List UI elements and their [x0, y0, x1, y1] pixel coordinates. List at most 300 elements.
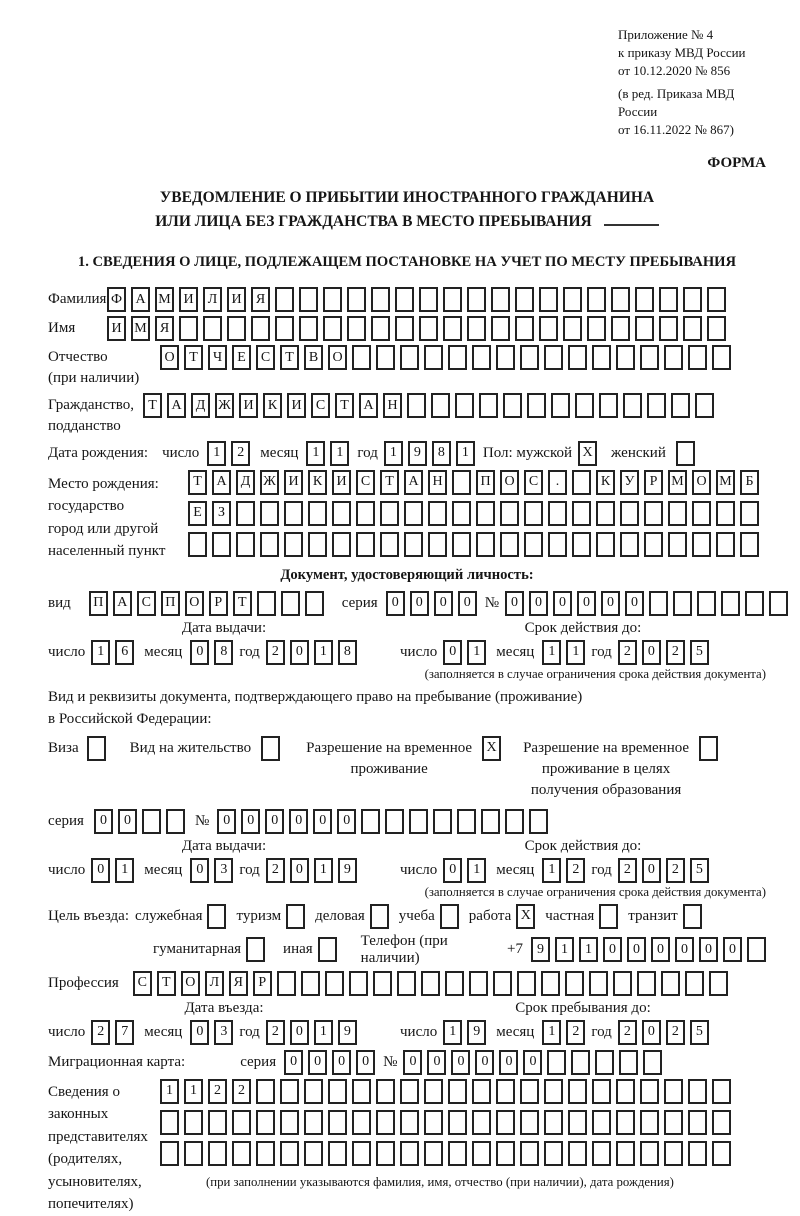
name-row	[48, 316, 766, 341]
char-box-empty	[697, 591, 716, 616]
char-box-empty	[673, 591, 692, 616]
patronymic-row	[48, 345, 766, 389]
char-box-empty	[524, 532, 543, 557]
char-box-empty	[448, 1110, 467, 1135]
char-box: 0	[523, 1050, 542, 1075]
char-box-empty	[208, 1141, 227, 1166]
char-box-empty	[142, 809, 161, 834]
char-box-empty	[520, 1141, 539, 1166]
res-valid-row: число 0 1 месяц 1 2 год 2 0 2 5	[400, 858, 766, 883]
char-box-empty	[400, 345, 419, 370]
char-box-empty	[500, 501, 519, 526]
char-box: 0	[337, 809, 356, 834]
char-box: 0	[625, 591, 644, 616]
char-box-empty	[299, 287, 318, 312]
representatives-boxes	[160, 1079, 731, 1216]
char-box-empty	[448, 345, 467, 370]
char-box-empty	[668, 532, 687, 557]
char-box-empty	[551, 393, 570, 418]
mc-series-boxes	[284, 1050, 375, 1075]
char-box: И	[287, 393, 306, 418]
char-box-empty	[395, 287, 414, 312]
char-box: 1	[91, 640, 110, 665]
char-box-empty	[395, 316, 414, 341]
char-box-empty	[328, 1110, 347, 1135]
char-box-empty	[647, 393, 666, 418]
issue-month-boxes	[190, 640, 233, 665]
surname-label: Фамилия	[48, 290, 107, 307]
char-box-empty	[397, 971, 416, 996]
char-box-empty	[385, 809, 404, 834]
char-box: М	[155, 287, 174, 312]
char-box-empty	[286, 904, 305, 929]
sex-female-checkbox	[676, 441, 695, 466]
char-box: 0	[332, 1050, 351, 1075]
title-line1: УВЕДОМЛЕНИЕ О ПРИБЫТИИ ИНОСТРАННОГО ГРАЖДАНИНА	[159, 188, 655, 206]
stay-until-title: Срок пребывания до:	[515, 999, 651, 1016]
char-box-empty	[277, 971, 296, 996]
char-box: 0	[289, 809, 308, 834]
char-box-empty	[541, 971, 560, 996]
char-box-empty	[575, 393, 594, 418]
char-box-empty	[547, 1050, 566, 1075]
char-box-empty	[712, 345, 731, 370]
char-box-empty	[520, 1079, 539, 1104]
char-box-empty	[685, 971, 704, 996]
char-box: 0	[451, 1050, 470, 1075]
char-box-empty	[227, 316, 246, 341]
entry-month-boxes	[190, 1020, 233, 1045]
char-box: И	[239, 393, 258, 418]
char-box-empty	[304, 1110, 323, 1135]
char-box-empty	[707, 316, 726, 341]
birth-place-boxes	[188, 470, 759, 563]
char-box-empty	[452, 470, 471, 495]
char-box: 8	[432, 441, 451, 466]
char-box: Р	[253, 971, 272, 996]
char-box-empty	[433, 809, 452, 834]
char-box: 0	[290, 640, 309, 665]
char-box-empty	[643, 1050, 662, 1075]
char-box-empty	[472, 1141, 491, 1166]
char-box-empty	[376, 1110, 395, 1135]
char-box: П	[476, 470, 495, 495]
char-box: 0	[603, 937, 622, 962]
purpose-checkbox-work	[516, 904, 535, 929]
char-box: 3	[214, 858, 233, 883]
char-box: 0	[190, 640, 209, 665]
char-box-empty	[323, 316, 342, 341]
char-box-empty	[424, 1110, 443, 1135]
issue-date-row: число 1 6 месяц 0 8 год 2 0 1 8	[48, 640, 400, 665]
char-box-empty	[668, 501, 687, 526]
char-box-empty	[769, 591, 788, 616]
char-box-empty	[371, 287, 390, 312]
char-box-empty	[440, 904, 459, 929]
char-box-empty	[301, 971, 320, 996]
phone-prefix: +7	[507, 941, 523, 958]
edu-permit-checkbox	[699, 736, 718, 761]
residence-permit-option: Вид на жительство	[130, 736, 280, 761]
entry-year-boxes	[266, 1020, 357, 1045]
char-box-empty	[452, 532, 471, 557]
char-box-empty	[260, 532, 279, 557]
char-box-empty	[568, 1110, 587, 1135]
char-box-empty	[275, 316, 294, 341]
char-box: 0	[118, 809, 137, 834]
char-box: И	[107, 316, 126, 341]
char-box-empty	[572, 470, 591, 495]
char-box-empty	[712, 1141, 731, 1166]
issue-date-title: Дата выдачи:	[181, 619, 267, 636]
migration-card-row	[48, 1050, 766, 1075]
representatives-row3	[160, 1141, 731, 1166]
doc-number-boxes	[505, 591, 788, 616]
char-box-empty	[548, 501, 567, 526]
char-box: 2	[266, 1020, 285, 1045]
valid-month-boxes	[542, 640, 585, 665]
res-issue-year-boxes	[266, 858, 357, 883]
birth-year-boxes	[384, 441, 475, 466]
char-box: Я	[155, 316, 174, 341]
phone-label: Телефон (при наличии)	[360, 932, 448, 966]
char-box: 0	[308, 1050, 327, 1075]
char-box-empty	[467, 287, 486, 312]
char-box: З	[212, 501, 231, 526]
form-label: ФОРМА	[707, 154, 766, 171]
char-box: И	[284, 470, 303, 495]
appendix-block	[618, 26, 766, 139]
char-box-empty	[256, 1079, 275, 1104]
visa-option: Виза	[48, 736, 106, 761]
char-box-empty	[160, 1110, 179, 1135]
char-box: 2	[266, 640, 285, 665]
char-box-empty	[448, 1141, 467, 1166]
char-box: 0	[675, 937, 694, 962]
page-title	[48, 186, 766, 234]
purpose-checkbox	[207, 904, 226, 929]
appendix-note-line: от 16.11.2022 № 867)	[618, 121, 735, 137]
char-box: С	[133, 971, 152, 996]
char-box-empty	[613, 971, 632, 996]
char-box-empty	[592, 1110, 611, 1135]
appendix-line: к приказу МВД России	[618, 44, 746, 60]
char-box: 5	[690, 640, 709, 665]
char-box: 1	[579, 937, 598, 962]
appendix-note-line: (в ред. Приказа МВД России	[618, 85, 735, 119]
char-box: 2	[232, 1079, 251, 1104]
char-box-empty	[599, 393, 618, 418]
char-box: К	[263, 393, 282, 418]
char-box-empty	[688, 1079, 707, 1104]
char-box: О	[500, 470, 519, 495]
char-box-empty	[207, 904, 226, 929]
residence-doc-series-row	[48, 809, 766, 834]
char-box-empty	[548, 532, 567, 557]
purpose-option: транзит	[628, 904, 701, 929]
char-box-empty	[611, 316, 630, 341]
birth-place-row2	[188, 501, 759, 526]
valid-day-boxes	[443, 640, 486, 665]
char-box-empty	[695, 393, 714, 418]
visa-checkbox	[87, 736, 106, 761]
residence-doc-intro1: Вид и реквизиты документа, подтверждающего право на пребывание (проживание)	[48, 688, 583, 705]
char-box-empty	[740, 532, 759, 557]
temp-permit-checkbox	[482, 736, 501, 761]
char-box: 2	[566, 858, 585, 883]
res-valid-title: Срок действия до:	[524, 837, 642, 854]
doc-number-label: №	[484, 594, 499, 611]
char-box: О	[328, 345, 347, 370]
surname-boxes	[107, 287, 726, 312]
char-box-empty	[539, 316, 558, 341]
char-box: 7	[115, 1020, 134, 1045]
char-box-empty	[676, 441, 695, 466]
char-box-empty	[644, 501, 663, 526]
purpose-option: иная	[283, 937, 337, 962]
char-box-empty	[479, 393, 498, 418]
char-box-empty	[596, 532, 615, 557]
char-box-empty	[380, 532, 399, 557]
char-box-empty	[529, 809, 548, 834]
char-box: 9	[531, 937, 550, 962]
char-box: 2	[666, 640, 685, 665]
char-box-empty	[493, 971, 512, 996]
res-issue-title: Дата выдачи:	[181, 837, 267, 854]
char-box-empty	[503, 393, 522, 418]
char-box: 0	[499, 1050, 518, 1075]
char-box-empty	[457, 809, 476, 834]
char-box: 0	[190, 858, 209, 883]
res-issue-month-boxes	[190, 858, 233, 883]
char-box-empty	[376, 345, 395, 370]
char-box-empty	[257, 591, 276, 616]
char-box-empty	[539, 287, 558, 312]
char-box-empty	[568, 345, 587, 370]
char-box-empty	[740, 501, 759, 526]
char-box: А	[359, 393, 378, 418]
char-box: 0	[91, 858, 110, 883]
char-box-empty	[664, 1141, 683, 1166]
identity-doc-heading: Документ, удостоверяющий личность:	[280, 566, 534, 583]
char-box-empty	[452, 501, 471, 526]
char-box: 3	[214, 1020, 233, 1045]
char-box: 1	[207, 441, 226, 466]
char-box-empty	[251, 316, 270, 341]
char-box-empty	[376, 1079, 395, 1104]
char-box: 0	[434, 591, 453, 616]
char-box-empty	[491, 316, 510, 341]
char-box-empty	[455, 393, 474, 418]
char-box-empty	[496, 345, 515, 370]
char-box: М	[131, 316, 150, 341]
purpose-row2	[153, 933, 766, 967]
char-box: 0	[386, 591, 405, 616]
char-box: 2	[231, 441, 250, 466]
char-box: 0	[699, 937, 718, 962]
char-box: 8	[338, 640, 357, 665]
char-box: С	[137, 591, 156, 616]
char-box-empty	[404, 501, 423, 526]
char-box: Е	[188, 501, 207, 526]
birth-place-row1	[188, 470, 759, 495]
day-label: число	[162, 444, 200, 461]
char-box: А	[167, 393, 186, 418]
char-box: 1	[542, 858, 561, 883]
char-box-empty	[515, 316, 534, 341]
doc-kind-label: вид	[48, 594, 71, 611]
char-box-empty	[246, 937, 265, 962]
purpose-row1	[48, 904, 766, 929]
char-box-empty	[261, 736, 280, 761]
char-box-empty	[284, 532, 303, 557]
char-box-empty	[620, 501, 639, 526]
char-box-empty	[572, 532, 591, 557]
char-box-empty	[623, 393, 642, 418]
char-box-empty	[179, 316, 198, 341]
char-box: 0	[475, 1050, 494, 1075]
char-box-empty	[599, 904, 618, 929]
char-box: И	[227, 287, 246, 312]
char-box-empty	[380, 501, 399, 526]
char-box-empty	[349, 971, 368, 996]
char-box-empty	[236, 501, 255, 526]
char-box-empty	[305, 591, 324, 616]
char-box: 1	[542, 640, 561, 665]
char-box: Е	[232, 345, 251, 370]
entry-dates	[48, 1000, 766, 1045]
char-box-empty	[596, 501, 615, 526]
char-box: 0	[313, 809, 332, 834]
stay-year-boxes	[618, 1020, 709, 1045]
char-box: 0	[284, 1050, 303, 1075]
char-box: 6	[115, 640, 134, 665]
char-box-empty	[469, 971, 488, 996]
res-issue-row: число 0 1 месяц 0 3 год 2 0 1 9	[48, 858, 400, 883]
representatives-labels: Сведения о законных представителях (родителях, усыновителях, попечителях)	[48, 1083, 148, 1213]
char-box-empty	[318, 937, 337, 962]
char-box: О	[181, 971, 200, 996]
char-box-empty	[565, 971, 584, 996]
char-box: 0	[627, 937, 646, 962]
char-box-empty	[424, 1079, 443, 1104]
char-box: 0	[356, 1050, 375, 1075]
char-box: 0	[723, 937, 742, 962]
char-box: 0	[553, 591, 572, 616]
char-box-empty	[361, 809, 380, 834]
char-box-empty	[496, 1141, 515, 1166]
char-box-empty	[308, 532, 327, 557]
char-box-empty	[87, 736, 106, 761]
char-box-empty	[505, 809, 524, 834]
char-box: .	[548, 470, 567, 495]
char-box: К	[308, 470, 327, 495]
temp-permit-option: Разрешение на временное проживание X	[306, 736, 501, 780]
purpose-checkbox	[683, 904, 702, 929]
purpose-option: гуманитарная	[153, 937, 265, 962]
char-box: 0	[443, 640, 462, 665]
char-box: 2	[666, 1020, 685, 1045]
char-box-empty	[592, 345, 611, 370]
char-box-empty	[544, 1079, 563, 1104]
char-box: Т	[335, 393, 354, 418]
char-box: 1	[542, 1020, 561, 1045]
birth-place-labels: Место рождения: государство город или другой населенный пункт	[48, 475, 166, 560]
char-box-empty	[491, 287, 510, 312]
char-box-empty	[356, 532, 375, 557]
char-box: 0	[427, 1050, 446, 1075]
res-series-label: серия	[48, 812, 84, 829]
char-box-empty	[640, 1141, 659, 1166]
char-box-empty	[424, 345, 443, 370]
char-box-empty	[659, 316, 678, 341]
char-box: 0	[642, 1020, 661, 1045]
char-box-empty	[592, 1079, 611, 1104]
char-box-empty	[496, 1079, 515, 1104]
char-box-empty	[467, 316, 486, 341]
char-box-empty	[188, 532, 207, 557]
char-box-empty	[373, 971, 392, 996]
char-box-empty	[712, 1079, 731, 1104]
char-box: 0	[190, 1020, 209, 1045]
purpose-checkbox	[318, 937, 337, 962]
char-box-empty	[649, 591, 668, 616]
char-box: 2	[666, 858, 685, 883]
char-box-empty	[404, 532, 423, 557]
char-box: 1	[384, 441, 403, 466]
char-box: Р	[209, 591, 228, 616]
char-box: X	[516, 904, 535, 929]
identity-doc-note: (заполняется в случае ограничения срока действия документа)	[424, 666, 766, 681]
migration-card-label: Миграционная карта:	[48, 1053, 186, 1070]
char-box-empty	[520, 1110, 539, 1135]
char-box-empty	[699, 736, 718, 761]
char-box-empty	[284, 501, 303, 526]
char-box: Л	[205, 971, 224, 996]
char-box-empty	[500, 532, 519, 557]
mc-number-boxes	[403, 1050, 662, 1075]
stay-until-row: число 1 9 месяц 1 2 год 2 0 2 5	[400, 1020, 766, 1045]
month-label: месяц	[260, 444, 299, 461]
char-box: 0	[443, 858, 462, 883]
char-box: 1	[314, 640, 333, 665]
char-box: 1	[330, 441, 349, 466]
birth-place-block	[48, 470, 766, 563]
char-box-empty	[563, 316, 582, 341]
char-box-empty	[409, 809, 428, 834]
char-box-empty	[611, 287, 630, 312]
char-box-empty	[688, 345, 707, 370]
char-box: М	[716, 470, 735, 495]
char-box-empty	[328, 1141, 347, 1166]
char-box-empty	[544, 1141, 563, 1166]
char-box: 0	[410, 591, 429, 616]
valid-until-title: Срок действия до:	[524, 619, 642, 636]
char-box-empty	[640, 1079, 659, 1104]
char-box-empty	[280, 1110, 299, 1135]
char-box: Т	[143, 393, 162, 418]
char-box: 2	[566, 1020, 585, 1045]
char-box: 9	[467, 1020, 486, 1045]
char-box-empty	[520, 345, 539, 370]
char-box-empty	[376, 1141, 395, 1166]
patronymic-boxes	[160, 345, 731, 370]
char-box: И	[332, 470, 351, 495]
purpose-label: Цель въезда:	[48, 907, 129, 924]
char-box-empty	[472, 345, 491, 370]
char-box-empty	[260, 501, 279, 526]
char-box-empty	[688, 1110, 707, 1135]
